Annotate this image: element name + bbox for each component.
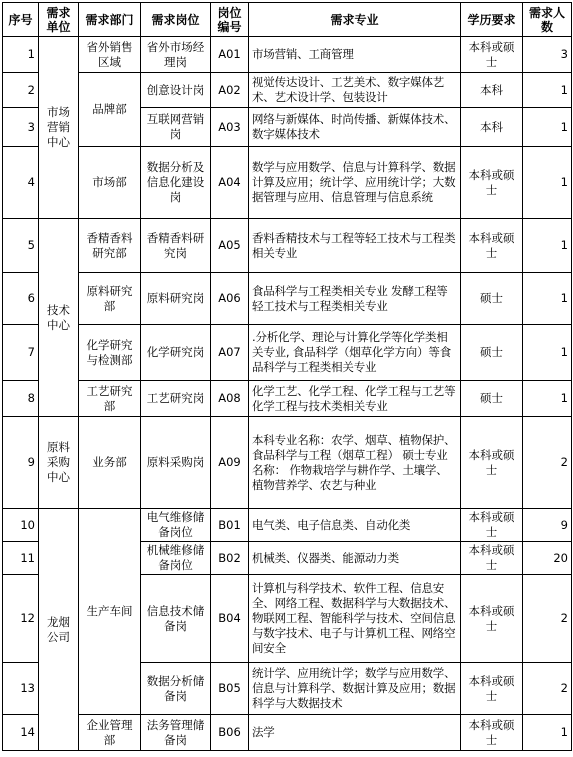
unit-cell: 原料采购中心 [39,417,79,509]
table-row [3,219,572,273]
code-cell: A02 [211,73,249,108]
code-cell: B02 [211,542,249,575]
major-cell: 法学 [249,715,461,751]
row-no: 11 [3,542,39,575]
edu-cell: 本科 [461,108,523,147]
dept-cell: 品牌部 [79,73,141,147]
row-no: 2 [3,73,39,108]
edu-cell: 本科或硕士 [461,575,523,663]
edu-cell: 本科或硕士 [461,663,523,715]
row-no: 1 [3,37,39,73]
count-cell: 1 [523,325,572,381]
code-cell: A07 [211,325,249,381]
code-cell: A04 [211,147,249,219]
dept-cell: 原料研究部 [79,273,141,325]
dept-cell: 工艺研究部 [79,381,141,417]
code-cell: A03 [211,108,249,147]
major-cell: 机械类、仪器类、能源动力类 [249,542,461,575]
count-cell: 1 [523,381,572,417]
table-row [3,147,572,219]
code-cell: B06 [211,715,249,751]
code-cell: B01 [211,509,249,542]
post-cell: 机械维修储备岗位 [141,542,211,575]
dept-cell: 省外销售区域 [79,37,141,73]
edu-cell: 本科或硕士 [461,715,523,751]
header-dept: 需求部门 [79,3,141,37]
table-row [3,37,572,73]
code-cell: A08 [211,381,249,417]
major-cell: 市场营销、工商管理 [249,37,461,73]
row-no: 9 [3,417,39,509]
post-cell: 工艺研究岗 [141,381,211,417]
major-cell: .分析化学、理论与计算化学等化学类相关专业, 食品科学（烟草化学方向）等食品科学与工程类相关专业 [249,325,461,381]
row-no: 6 [3,273,39,325]
edu-cell: 本科 [461,73,523,108]
header-code: 岗位编号 [211,3,249,37]
edu-cell: 本科或硕士 [461,542,523,575]
table-row [3,73,572,108]
major-cell: 视觉传达设计、工艺美术、数字媒体艺术、艺术设计学、包装设计 [249,73,461,108]
edu-cell: 本科或硕士 [461,37,523,73]
edu-cell: 本科或硕士 [461,509,523,542]
edu-cell: 本科或硕士 [461,219,523,273]
row-no: 10 [3,509,39,542]
major-cell: 本科专业名称：农学、烟草、植物保护、食品科学与工程（烟草工程） 硕士专业名称： 作物栽培学与耕作学、土壤学、植物营养学、农艺与种业 [249,417,461,509]
post-cell: 电气维修储备岗位 [141,509,211,542]
header-unit: 需求单位 [39,3,79,37]
row-no: 4 [3,147,39,219]
major-cell: 计算机与科学技术、软件工程、信息安全、网络工程、数据科学与大数据技术、物联网工程、智能科学与技术、空间信息与数字技术、电子与计算机工程、网络空间安全 [249,575,461,663]
major-cell: 电气类、电子信息类、自动化类 [249,509,461,542]
table-row [3,273,572,325]
row-no: 12 [3,575,39,663]
header-row [3,3,572,37]
edu-cell: 硕士 [461,273,523,325]
row-no: 13 [3,663,39,715]
major-cell: 网络与新媒体、时尚传播、新媒体技术、数字媒体技术 [249,108,461,147]
row-no: 14 [3,715,39,751]
unit-cell: 龙烟公司 [39,509,79,751]
code-cell: A09 [211,417,249,509]
post-cell: 数据分析储备岗 [141,663,211,715]
count-cell: 3 [523,37,572,73]
count-cell: 2 [523,663,572,715]
post-cell: 原料研究岗 [141,273,211,325]
dept-cell: 业务部 [79,417,141,509]
header-post: 需求岗位 [141,3,211,37]
code-cell: A05 [211,219,249,273]
table-row [3,325,572,381]
post-cell: 法务管理储备岗 [141,715,211,751]
post-cell: 创意设计岗 [141,73,211,108]
unit-cell: 市场营销中心 [39,37,79,219]
code-cell: B05 [211,663,249,715]
header-count: 需求人数 [523,3,572,37]
major-cell: 食品科学与工程类相关专业 发酵工程等轻工技术与工程类相关专业 [249,273,461,325]
edu-cell: 硕士 [461,325,523,381]
post-cell: 省外市场经理岗 [141,37,211,73]
recruitment-table [2,2,572,751]
count-cell: 20 [523,542,572,575]
table-row [3,715,572,751]
major-cell: 香料香精技术与工程等轻工技术与工程类相关专业 [249,219,461,273]
count-cell: 1 [523,108,572,147]
count-cell: 1 [523,73,572,108]
post-cell: 香精香料研究岗 [141,219,211,273]
post-cell: 互联网营销岗 [141,108,211,147]
count-cell: 1 [523,219,572,273]
table-row [3,417,572,509]
row-no: 8 [3,381,39,417]
edu-cell: 本科或硕士 [461,417,523,509]
count-cell: 9 [523,509,572,542]
dept-cell: 企业管理部 [79,715,141,751]
post-cell: 信息技术储备岗 [141,575,211,663]
count-cell: 1 [523,715,572,751]
count-cell: 2 [523,417,572,509]
row-no: 7 [3,325,39,381]
dept-cell: 化学研究与检测部 [79,325,141,381]
edu-cell: 硕士 [461,381,523,417]
row-no: 3 [3,108,39,147]
unit-cell: 技术中心 [39,219,79,417]
code-cell: A01 [211,37,249,73]
post-cell: 数据分析及信息化建设岗 [141,147,211,219]
major-cell: 化学工艺、化学工程、化学工程与工艺等化学工程与技术类相关专业 [249,381,461,417]
header-no: 序号 [3,3,39,37]
edu-cell: 本科或硕士 [461,147,523,219]
dept-cell: 生产车间 [79,509,141,715]
header-major: 需求专业 [249,3,461,37]
code-cell: A06 [211,273,249,325]
major-cell: 统计学、应用统计学；数学与应用数学、信息与计算科学、数据计算及应用；数据科学与大数据技术 [249,663,461,715]
count-cell: 1 [523,147,572,219]
major-cell: 数学与应用数学、信息与计算科学、数据计算及应用；统计学、应用统计学；大数据管理与应用、信息管理与信息系统 [249,147,461,219]
count-cell: 1 [523,273,572,325]
post-cell: 原料采购岗 [141,417,211,509]
row-no: 5 [3,219,39,273]
header-edu: 学历要求 [461,3,523,37]
dept-cell: 市场部 [79,147,141,219]
table-row [3,381,572,417]
count-cell: 2 [523,575,572,663]
dept-cell: 香精香料研究部 [79,219,141,273]
table-row [3,509,572,542]
post-cell: 化学研究岗 [141,325,211,381]
code-cell: B04 [211,575,249,663]
